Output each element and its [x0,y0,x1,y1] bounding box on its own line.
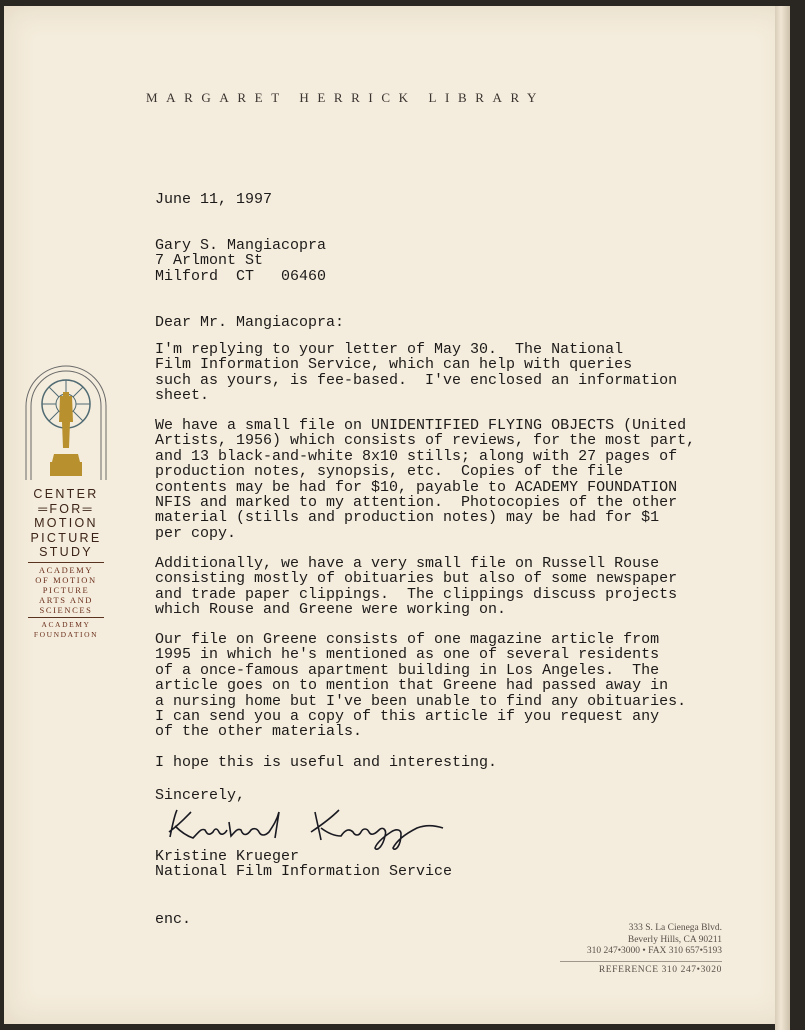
recipient-name: Gary S. Mangiacopra [155,237,327,254]
address-city: Beverly Hills, CA 90211 [627,934,722,945]
logo-line: CENTER [33,487,99,501]
address-reference: REFERENCE 310 247•3020 [560,961,722,977]
address-phone: 310 247•3000 • FAX 310 657•5193 [586,946,722,956]
paragraph-1: I'm replying to your letter of May 30. The National Film Information Service, which can help with queries such as yours, is fee-based. I've enclosed an information sheet. [155,341,678,405]
recipient-city: Milford CT 06460 [155,267,327,285]
footer-address [560,923,722,976]
paragraph-5: I hope this is useful and interesting. [155,754,498,771]
signer-name: Kristine Krueger [155,848,300,865]
letterhead: MARGARET HERRICK LIBRARY [146,90,546,105]
salutation: Dear Mr. Mangiacopra: [155,314,345,331]
logo-divider [28,617,104,618]
logo-line: STUDY [39,545,93,559]
logo-line: PICTURE [30,530,102,545]
paragraph-4: Our file on Greene consists of one magazine article from 1995 in which he's mentioned as one of several residents of a once-famous apartment building in Los Angeles. The article goes on to mention that Greene had passed away in a nursing home but I've been unable to find any obituaries. I can send you a copy of this article if you request any of the other materials. [155,631,687,741]
address-street: 333 S. La Cienega Blvd. [628,923,722,933]
logo-line: OF MOTION [35,574,97,585]
academy-logo [22,362,110,640]
oscar-statuette-icon [22,362,110,482]
paper-stack-edge [775,6,790,1030]
paragraph-3: Additionally, we have a very small file on Russell Rouse consisting mostly of obituaries but also of some newspaper and trade paper clippings. The clippings discuss projects which Rouse and Greene were working on. [155,555,678,619]
closing: Sincerely, [155,787,246,804]
enclosure-note: enc. [155,911,192,928]
signer-title: National Film Information Service [155,863,453,881]
logo-line: ACADEMY [41,619,91,629]
recipient-address [155,238,326,284]
logo-line: ACADEMY [38,564,94,575]
logo-line: ═FOR═ [38,501,94,516]
logo-line: ARTS AND [38,594,94,605]
logo-foundation [22,620,110,640]
logo-line: PICTURE [42,584,90,595]
logo-center-title [22,487,110,560]
logo-academy [22,565,110,615]
logo-line: FOUNDATION [33,629,99,639]
logo-divider [28,562,104,563]
logo-line: MOTION [34,516,98,530]
date: June 11, 1997 [155,191,273,208]
recipient-street: 7 Arlmont St [155,252,264,270]
signer-block [155,849,452,880]
logo-line: SCIENCES [39,604,93,615]
paragraph-2: We have a small file on UNIDENTIFIED FLYING OBJECTS (United Artists, 1956) which consists of reviews, for the most part, and 13 black-and-white 8x10 stills; along with 27 pages of production notes, synopsis, etc. Copies of the file contents may be had for $10, payable to ACADEMY FOUNDATION NFIS and marked to my attention. Photocopies of the other material (stills and production notes) may be had for $1 per copy. [155,417,696,542]
